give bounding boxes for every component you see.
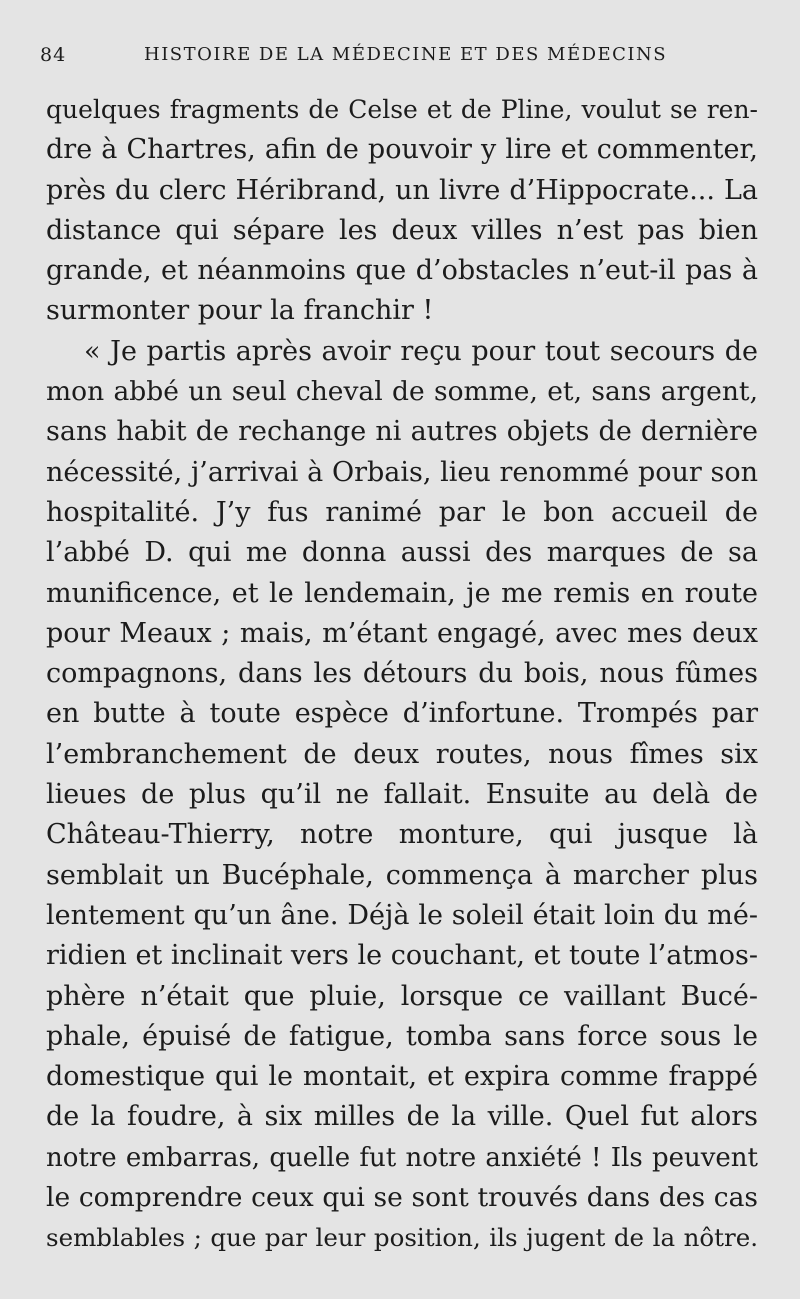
page-number: 84 — [40, 44, 67, 66]
text-line: dre à Chartres, afin de pouvoir y lire et commenter, — [46, 134, 758, 166]
text-line: semblait un Bucéphale, commença à marcher plus — [46, 859, 758, 891]
text-line: mon abbé un seul cheval de somme, et, sans argent, — [46, 376, 758, 408]
text-line: près du clerc Héribrand, un livre d’Hippocrate... La — [46, 174, 758, 206]
text-line: Château-Thierry, notre monture, qui jusque là — [46, 819, 758, 851]
text-line: pour Meaux ; mais, m’étant engagé, avec mes deux — [46, 617, 758, 649]
text-line: quelques fragments de Celse et de Pline, voulut se ren- — [46, 95, 758, 124]
text-line: l’embranchement de deux routes, nous fîmes six — [46, 738, 758, 770]
text-line: lieues de plus qu’il ne fallait. Ensuite au delà de — [46, 779, 758, 811]
text-line: lentement qu’un âne. Déjà le soleil était loin du mé- — [46, 899, 758, 931]
paragraph-start-line: « Je partis après avoir reçu pour tout secours de — [84, 335, 758, 367]
text-line: en butte à toute espèce d’infortune. Trompés par — [46, 698, 758, 730]
text-line: phère n’était que pluie, lorsque ce vaillant Bucé- — [46, 980, 758, 1012]
text-line: de la foudre, à six milles de la ville. Quel fut alors — [46, 1101, 758, 1133]
text-line: compagnons, dans les détours du bois, nous fûmes — [46, 658, 758, 690]
text-line: sans habit de rechange ni autres objets de dernière — [46, 416, 758, 448]
text-line: nécessité, j’arrivai à Orbais, lieu renommé pour son — [46, 456, 758, 488]
text-line: phale, épuisé de fatigue, tomba sans force sous le — [46, 1020, 758, 1052]
text-line: semblables ; que par leur position, ils jugent de la nôtre. — [46, 1223, 758, 1253]
body-text — [46, 90, 758, 1259]
text-line: hospitalité. J’y fus ranimé par le bon accueil de — [46, 496, 758, 528]
text-line: l’abbé D. qui me donna aussi des marques de sa — [46, 537, 758, 569]
text-line: distance qui sépare les deux villes n’est pas bien — [46, 214, 758, 246]
running-head — [40, 40, 760, 70]
text-line: notre embarras, quelle fut notre anxiété ! Ils peuvent — [46, 1142, 758, 1173]
text-line: grande, et néanmoins que d’obstacles n’eut-il pas à — [46, 255, 758, 287]
paragraph-end-line: surmonter pour la franchir ! — [46, 295, 434, 327]
text-line: domestique qui le montait, et expira comme frappé — [46, 1061, 758, 1093]
text-line: ridien et inclinait vers le couchant, et toute l’atmos- — [46, 940, 758, 972]
running-title: HISTOIRE DE LA MÉDECINE ET DES MÉDECINS — [144, 44, 668, 65]
text-line: le comprendre ceux qui se sont trouvés dans des cas — [46, 1182, 758, 1214]
text-line: munificence, et le lendemain, je me remis en route — [46, 577, 758, 609]
